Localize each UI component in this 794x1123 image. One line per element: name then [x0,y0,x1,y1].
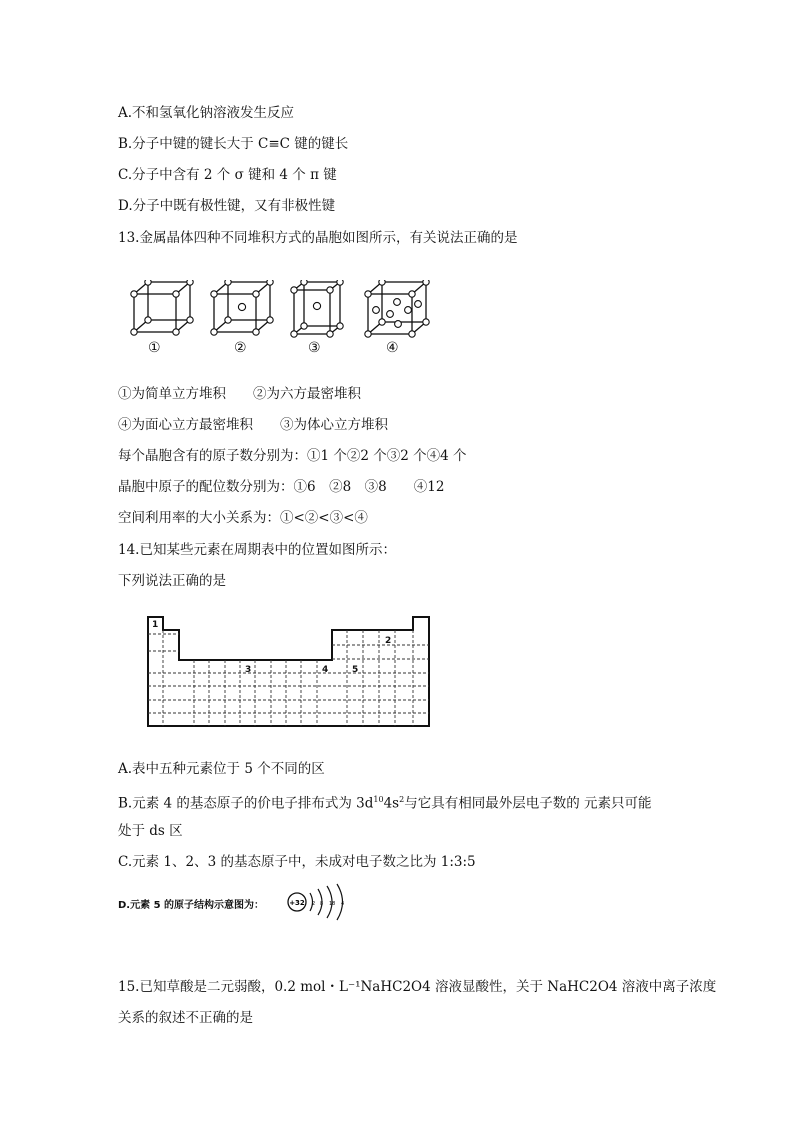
cube-label-1: ① [148,340,161,356]
q15-line-2: 关系的叙述不正确的是 [118,1010,253,1026]
periodic-table-svg [145,614,435,729]
cube-label-3: ③ [308,340,321,356]
q12-option-a: A.不和氢氧化钠溶液发生反应 [118,105,295,121]
shell-count-2: 8 [320,901,324,907]
q13-option-2: ④为面心立方最密堆积 ③为体心立方堆积 [118,417,388,433]
q14-option-b-cont: 处于 ds 区 [118,823,183,839]
q12-option-c: C.分子中含有 2 个 σ 键和 4 个 π 键 [118,167,337,183]
table-mark-2: 2 [385,636,392,646]
q14-option-c: C.元素 1、2、3 的基态原子中，未成对电子数之比为 1:3:5 [118,854,476,870]
shell-count-1: 2 [312,901,316,907]
periodic-table-figure [145,614,435,729]
nucleus-charge: +32 [289,899,305,907]
q13-option-5: 空间利用率的大小关系为：①<②<③<④ [118,510,368,526]
table-mark-4: 4 [322,665,329,675]
cube-simple-cubic [134,282,190,332]
q12-option-d: D.分子中既有极性键，又有非极性键 [118,198,336,214]
atomic-structure-diagram [286,882,376,922]
table-mark-3: 3 [245,665,252,675]
q13-option-3: 每个晶胞含有的原子数分别为：①1 个②2 个③2 个④4 个 [118,448,467,464]
q13-stem: 13.金属晶体四种不同堆积方式的晶胞如图所示，有关说法正确的是 [118,230,518,246]
q14-option-b: B.元素 4 的基态原子的价电子排布式为 $3d^{10}4s^2$与它具有相同最外层电子数的 元素只可能 [118,795,652,812]
q12-option-b: B.分子中键的键长大于 C≡C 键的键长 [118,136,349,152]
q14-prompt: 下列说法正确的是 [118,573,226,589]
q14-option-d [118,882,378,922]
q14-option-d-text: D.元素 5 的原子结构示意图为： [118,900,265,911]
table-mark-5: 5 [352,665,359,675]
q13-option-1: ①为简单立方堆积 ②为六方最密堆积 [118,386,361,402]
table-mark-1: 1 [152,620,159,630]
q14-option-a: A.表中五种元素位于 5 个不同的区 [118,761,325,777]
shell-count-3: 18 [329,901,336,907]
q14-stem: 14.已知某些元素在周期表中的位置如图所示： [118,542,396,558]
q13-option-4: 晶胞中原子的配位数分别为：①6 ②8 ③8 ④12 [118,479,445,495]
cube-label-2: ② [234,340,247,356]
q15-line-1: 15.已知草酸是二元弱酸，0.2 mol・L⁻¹NaHC2O4 溶液显酸性，关于 NaHC2O4 溶液中离子浓度 [118,979,717,995]
shell-count-4: 4 [341,901,345,907]
cube-label-4: ④ [386,340,399,356]
